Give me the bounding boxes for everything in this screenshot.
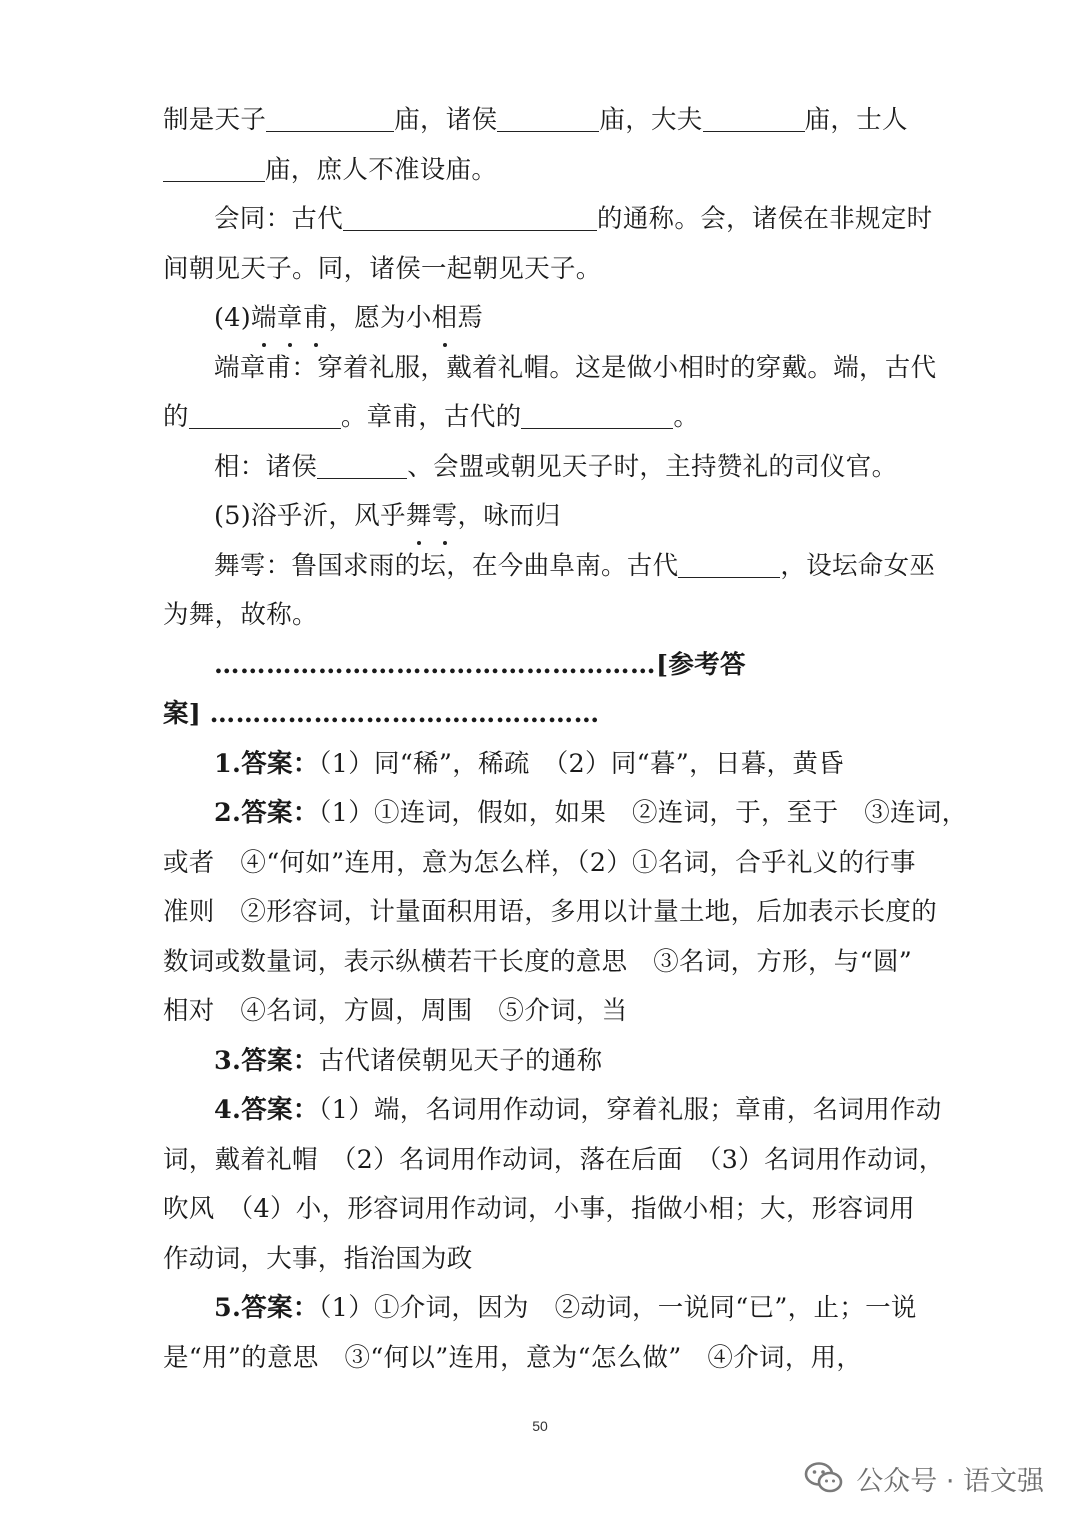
wechat-icon — [804, 1461, 844, 1495]
answer-label: 5.答案： — [214, 1293, 319, 1323]
text-line: 间朝见天子。同，诸侯一起朝见天子。 — [163, 253, 602, 284]
text-line — [163, 195, 933, 245]
answer-line: 词，戴着礼帽 （2）名词用作动词，落在后面 （3）名词用作动词， — [163, 1144, 945, 1175]
answer-line: 相对 ④名词，方圆，周围 ⑤介词，当 — [163, 996, 628, 1026]
text-run: ，设坛命女巫 — [780, 550, 936, 581]
answer-line — [163, 740, 923, 790]
page-number: 50 — [532, 1418, 548, 1434]
text-run: 的 — [163, 402, 189, 432]
text-line — [163, 146, 923, 196]
text-run: 庙，士人 — [804, 105, 908, 135]
answer-line — [163, 789, 968, 839]
answer-line — [163, 1086, 942, 1136]
answer-label: 2.答案： — [214, 798, 319, 828]
emphasis-char: 端 — [251, 294, 277, 344]
text-run: 庙，诸侯 — [394, 105, 498, 135]
emphasis-char: 章 — [277, 294, 303, 344]
dotted-leader: …………………………………………… — [214, 649, 656, 680]
fill-blank — [678, 547, 780, 578]
text-line — [163, 443, 923, 493]
fill-blank — [163, 151, 265, 182]
fill-blank — [497, 101, 599, 132]
fill-blank — [266, 101, 394, 132]
answer-text: （1）同“稀”，稀疏 （2）同“暮”，日暮，黄昏 — [318, 748, 844, 779]
answer-line — [163, 1037, 923, 1087]
text-run: 制是天子 — [163, 105, 267, 135]
text-run: ，愿为小 — [328, 303, 432, 333]
answer-line: 数词或数量词，表示纵横若干长度的意思 ③名词，方形，与“圆” — [163, 946, 913, 977]
emphasis-char: 相 — [432, 294, 458, 344]
answer-text: （1）①介词，因为 ②动词，一说同“已”，止；一说 — [318, 1293, 917, 1323]
answer-divider — [163, 641, 923, 691]
fill-blank — [703, 101, 805, 132]
answer-line: 作动词，大事，指治国为政 — [163, 1243, 473, 1274]
text-line: 端章甫：穿着礼服，戴着礼帽。这是做小相时的穿戴。端，古代 — [214, 352, 937, 383]
text-line — [163, 96, 923, 146]
text-line — [163, 542, 936, 592]
text-run: 、会盟或朝见天子时，主持赞礼的司仪官。 — [407, 451, 898, 482]
fill-blank — [317, 448, 407, 479]
text-line — [163, 393, 923, 443]
fill-blank — [189, 398, 341, 429]
answer-line: 准则 ②形容词，计量面积用语，多用以计量土地，后加表示长度的 — [163, 897, 938, 927]
answer-line: 或者 ④“何如”连用，意为怎么样，（2）①名词，合乎礼义的行事 — [163, 847, 916, 878]
answer-text: 古代诸侯朝见天子的通称 — [318, 1045, 603, 1076]
answer-text: （1）①连词，假如，如果 ②连词，于，至于 ③连词， — [318, 798, 968, 828]
section-heading: 案] — [163, 699, 202, 729]
answer-label: 4.答案： — [214, 1095, 319, 1125]
dotted-leader: ……………………………………… — [209, 699, 600, 729]
answer-line: 吹风 （4）小，形容词用作动词，小事，指做小相；大，形容词用 — [163, 1194, 915, 1224]
text-line: 为舞，故称。 — [163, 600, 318, 630]
text-run: 相：诸侯 — [214, 451, 318, 482]
watermark-text: 公众号 · 语文强 — [856, 1465, 1044, 1497]
text-run: (4) — [214, 303, 252, 333]
document-body — [163, 96, 968, 1383]
text-line — [163, 294, 923, 344]
text-run: 庙，大夫 — [599, 105, 703, 135]
answer-divider — [163, 690, 923, 740]
answer-line: 是“用”的意思 ③“何以”连用，意为“怎么做” ④介词，用， — [163, 1342, 863, 1373]
text-run: ，咏而归 — [457, 501, 561, 531]
fill-blank — [521, 398, 673, 429]
text-run: 庙，庶人不准设庙。 — [265, 154, 498, 185]
answer-label: 1.答案： — [214, 748, 319, 779]
answer-text: （1）端，名词用作动词，穿着礼服；章甫，名词用作动 — [318, 1095, 942, 1125]
answer-line — [163, 1284, 923, 1334]
text-run: 。 — [673, 402, 700, 432]
text-line — [163, 492, 923, 542]
emphasis-char: 甫 — [303, 294, 329, 344]
text-run: 会同：古代 — [214, 204, 344, 234]
emphasis-char: 雩 — [432, 492, 458, 542]
text-run: 舞雩：鲁国求雨的坛，在今曲阜南。古代 — [214, 550, 679, 581]
fill-blank — [343, 200, 597, 231]
emphasis-char: 舞 — [406, 492, 432, 542]
text-run: 。章甫，古代的 — [340, 402, 522, 432]
watermark — [804, 1456, 1044, 1500]
section-heading: [参考答 — [656, 649, 746, 680]
text-run: 焉 — [457, 303, 484, 333]
text-run: (5)浴乎沂，风乎 — [214, 501, 406, 531]
answer-label: 3.答案： — [214, 1045, 319, 1076]
text-run: 的通称。会，诸侯在非规定时 — [597, 204, 933, 234]
